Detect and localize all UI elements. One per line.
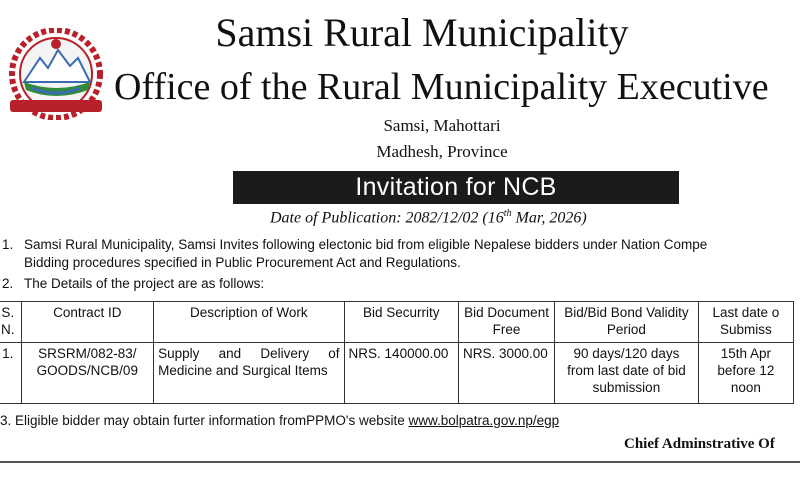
header-sn: S. N. [0,302,21,343]
publication-date-sup: th [503,208,512,219]
table-header-row [0,302,794,343]
publication-date-prefix: Date of Publication: 2082/12/02 (16 [270,209,504,227]
cell-contract-id: SRSRM/082-83/ GOODS/NCB/09 [21,343,154,404]
paragraph-1 [2,236,707,253]
office-title: Office of the Rural Municipality Executive [114,66,769,108]
paragraph-1-number: 1. [2,237,14,252]
address-line-1: Samsi, Mahottari [383,116,501,135]
cell-validity-period: 90 days/120 days from last date of bid submission [555,343,699,404]
address-line-2: Madhesh, Province [376,142,508,161]
header-description: Description of Work [154,302,344,343]
table-row [0,343,794,404]
paragraph-2-text: The Details of the project are as follows: [24,276,265,291]
cell-description-text: Supply and Delivery of Medicine and Surgical Items [158,346,340,378]
paragraph-3 [0,412,559,429]
municipality-title: Samsi Rural Municipality [215,10,629,55]
signoff: Chief Adminstrative Of [624,436,775,452]
header-last-date: Last date o Submiss [698,302,793,343]
paragraph-2 [2,275,264,292]
paragraph-1-line-1: Samsi Rural Municipality, Samsi Invites following electonic bid from eligible Nepalese bidders under Nation Compe [24,237,708,252]
publication-date [270,208,587,227]
cell-description [154,343,344,404]
paragraph-3-text: 3. Eligible bidder may obtain furter information fromPPMO's website [0,413,409,428]
header-bid-document-fee: Bid Document Free [458,302,554,343]
bottom-divider [0,461,800,463]
notice-banner: Invitation for NCB [233,171,679,204]
cell-bid-security: NRS. 140000.00 [344,343,458,404]
paragraph-2-number: 2. [2,276,14,291]
cell-bid-document-fee: NRS. 3000.00 [458,343,554,404]
cell-sn: 1. [0,343,21,404]
header-validity-period: Bid/Bid Bond Validity Period [555,302,699,343]
ppmo-website-link[interactable]: www.bolpatra.gov.np/egp [408,413,560,428]
paragraph-1-line-2: Bidding procedures specified in Public Procurement Act and Regulations. [24,255,461,270]
project-details-table [0,301,794,404]
header-bid-security: Bid Securrity [344,302,458,343]
publication-date-suffix: Mar, 2026) [511,209,587,227]
cell-last-date: 15th Apr before 12 noon [698,343,793,404]
header-contract-id: Contract ID [21,302,154,343]
